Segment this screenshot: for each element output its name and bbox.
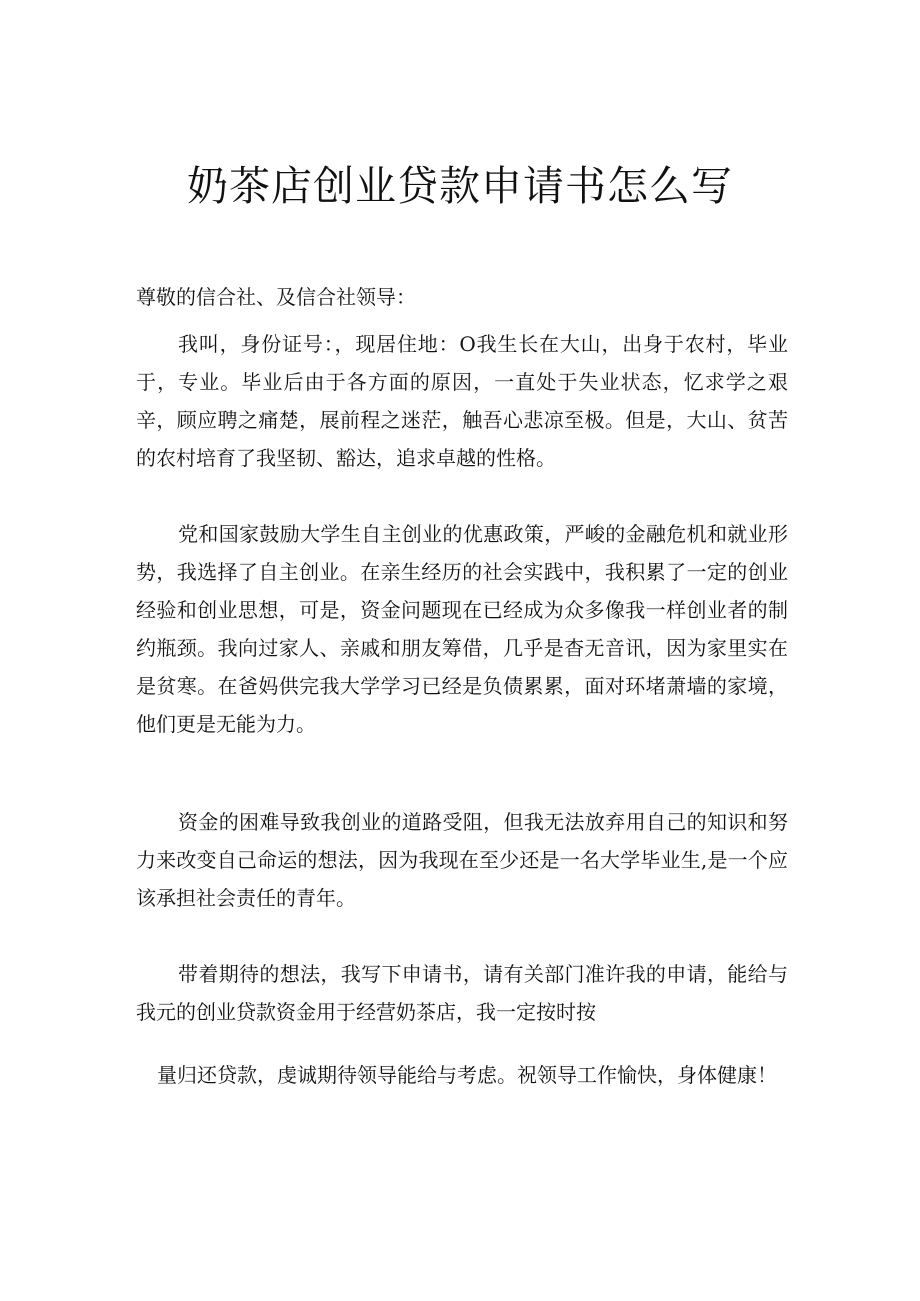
paragraph-background: 我叫，身份证号：，现居住地：O我生长在大山，出身于农村，毕业于，专业。毕业后由于各方面的原因，一直处于失业状态，忆求学之艰辛，顾应聘之痛楚，展前程之迷茫，触吾心悲凉至极。但是，大山、贫苦的农村培育了我坚韧、豁达，追求卓越的性格。: [136, 332, 788, 470]
closing-line: 量归还贷款，虔诚期待领导能给与考虑。祝领导工作愉快，身体健康！: [157, 1063, 777, 1087]
document-title: 奶茶店创业贷款申请书怎么写: [187, 162, 733, 210]
paragraph-request: 带着期待的想法，我写下申请书，请有关部门准许我的申请，能给与我元的创业贷款资金用于经营奶茶店，我一定按时按: [136, 962, 788, 1024]
paragraph-motivation: 党和国家鼓励大学生自主创业的优惠政策，严峻的金融危机和就业形势，我选择了自主创业。在亲生经历的社会实践中，我积累了一定的创业经验和创业思想，可是，资金问题现在已经成为众多像我一样创业者的制约瓶颈。我向过家人、亲戚和朋友筹借，几乎是杳无音讯，因为家里实在是贫寒。在爸妈供完我大学学习已经是负债累累，面对环堵萧墙的家境，他们更是无能为力。: [136, 522, 788, 736]
salutation: 尊敬的信合社、及信合社领导：: [136, 285, 416, 309]
paragraph-difficulty: 资金的困难导致我创业的道路受阻，但我无法放弃用自己的知识和努力来改变自己命运的想法，因为我现在至少还是一名大学毕业生,是一个应该承担社会责任的青年。: [136, 810, 788, 910]
